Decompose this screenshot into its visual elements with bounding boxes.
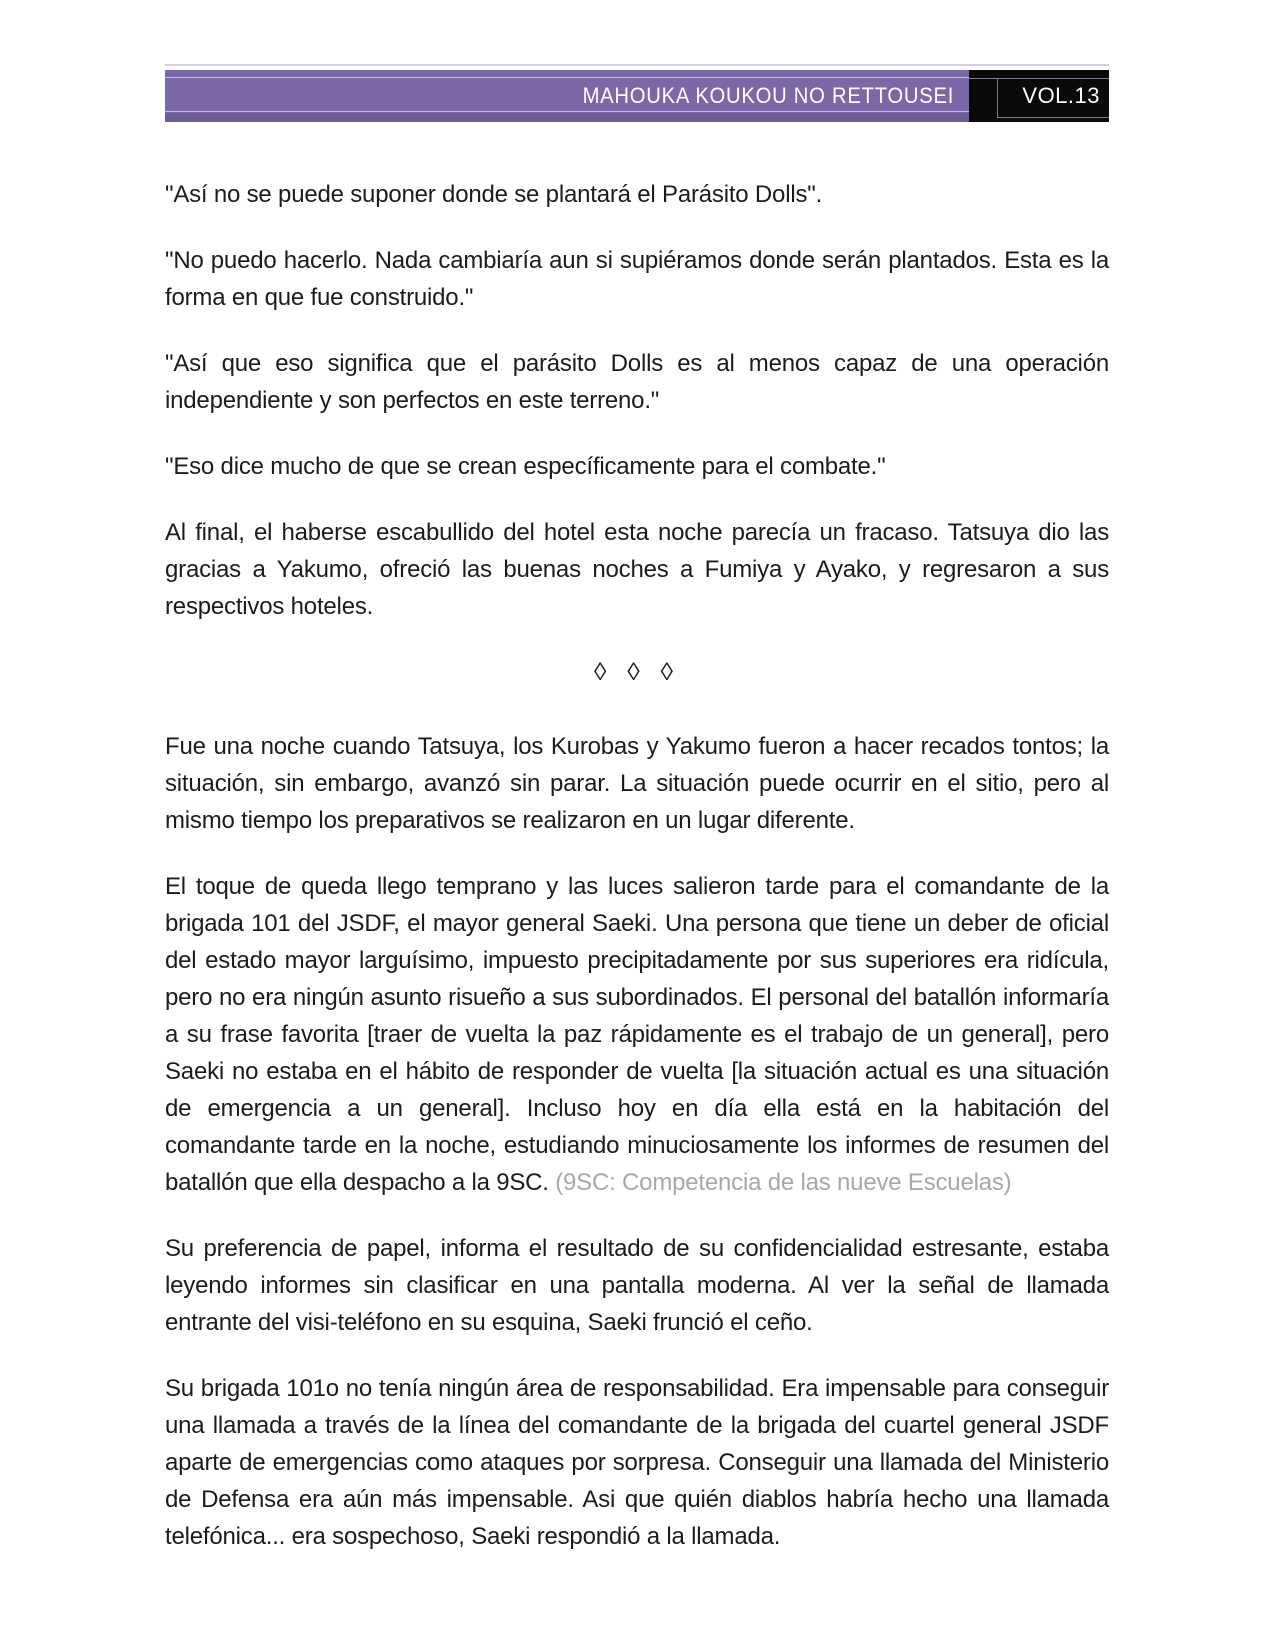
volume-box-line-left	[997, 78, 998, 118]
page-header	[165, 64, 1109, 122]
paragraph: Al final, el haberse escabullido del hotel esta noche parecía un fracaso. Tatsuya dio las gracias a Yakumo, ofreció las buenas noches a Fumiya y Ayako, y regresaron a sus respectivos hoteles.	[165, 519, 1109, 620]
header-bar	[165, 70, 1109, 122]
paragraph: "Así no se puede suponer donde se plantará el Parásito Dolls".	[165, 181, 823, 208]
paragraph: El toque de queda llego temprano y las luces salieron tarde para el comandante de la brigada 101 del JSDF, el mayor general Saeki. Una persona que tiene un deber de oficial del estado mayor larguísimo, impuesto precipitadamente por sus superiores era ridícula, pero no era ningún asunto risueño a sus subordinados. El personal del batallón informaría a su frase favorita [traer de vuelta la paz rápidamente es el trabajo de un general], pero Saeki no estaba en el hábito de responder de vuelta [la situación actual es una situación de emergencia a un general]. Incluso hoy en día ella está en la habitación del comandante tarde en la noche, estudiando minuciosamente los informes de resumen del batallón que ella despacho a la 9SC. (9SC: Competencia de las nueve Escuelas)	[165, 873, 1109, 1196]
volume-box	[969, 70, 1109, 122]
paragraph: "Así que eso significa que el parásito Dolls es al menos capaz de una operación independiente y son perfectos en este terreno."	[165, 350, 1109, 414]
header-title-band	[165, 70, 969, 122]
book-title: MAHOUKA KOUKOU NO RETTOUSEI	[582, 83, 955, 108]
paragraph: Fue una noche cuando Tatsuya, los Kurobas y Yakumo fueron a hacer recados tontos; la situación, sin embargo, avanzó sin parar. La situación puede ocurrir en el sitio, pero al mismo tiempo los preparativos se realizaron en un lugar diferente.	[165, 733, 1109, 834]
section-separator: ◊ ◊ ◊	[594, 658, 680, 686]
volume-label: VOL.13	[1022, 83, 1100, 108]
paragraph: "Eso dice mucho de que se crean específicamente para el combate."	[165, 453, 886, 480]
header-bottom-strip	[165, 113, 969, 122]
header-inner-line-bottom	[165, 111, 969, 112]
volume-box-line-top	[969, 78, 1109, 79]
volume-box-line-bottom	[997, 117, 1109, 118]
paragraph: "No puedo hacerlo. Nada cambiaría aun si supiéramos donde serán plantados. Esta es la forma en que fue construido."	[165, 247, 1109, 311]
paragraph: Su preferencia de papel, informa el resultado de su confidencialidad estresante, estaba leyendo informes sin clasificar en una pantalla moderna. Al ver la señal de llamada entrante del visi-teléfono en su esquina, Saeki frunció el ceño.	[165, 1235, 1109, 1336]
header-inner-line-top	[165, 77, 969, 78]
document-body	[165, 176, 1109, 1584]
paragraph: Su brigada 101o no tenía ningún área de responsabilidad. Era impensable para conseguir una llamada a través de la línea del comandante de la brigada del cuartel general JSDF aparte de emergencias como ataques por sorpresa. Conseguir una llamada del Ministerio de Defensa era aún más impensable. Asi que quién diablos habría hecho una llamada telefónica... era sospechoso, Saeki respondió a la llamada.	[165, 1375, 1109, 1550]
translator-note: (9SC: Competencia de las nueve Escuelas)	[555, 1169, 1012, 1196]
header-top-divider	[165, 64, 1109, 66]
